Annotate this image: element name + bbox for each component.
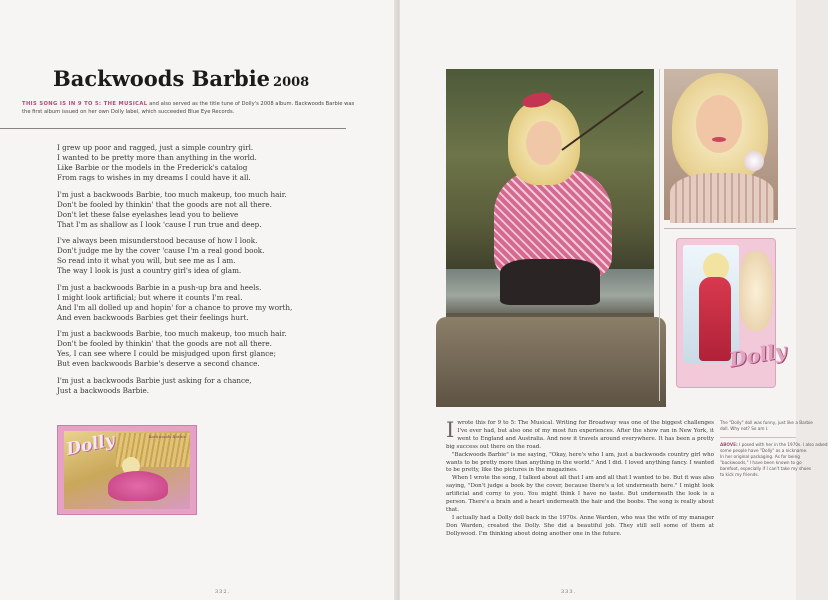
body-paragraph xyxy=(446,515,714,539)
body-paragraph xyxy=(446,452,714,476)
boat xyxy=(436,317,666,407)
page-number-right: 333. xyxy=(561,589,577,595)
body-paragraph xyxy=(446,420,714,452)
sidenote-text: In her original packaging. As for being xyxy=(720,454,800,459)
song-year: 2008 xyxy=(273,75,310,90)
sidenote-line xyxy=(720,472,796,478)
intro-caption xyxy=(22,100,362,116)
lyric-stanza xyxy=(57,376,347,396)
doll-box-window xyxy=(683,245,739,363)
portrait-lips xyxy=(712,137,726,142)
portrait-face xyxy=(696,95,742,153)
article-body xyxy=(446,420,714,539)
lyric-line: Just a backwoods Barbie. xyxy=(57,385,150,395)
right-page xyxy=(400,0,828,600)
lyric-line: Don't judge me by the cover 'cause I'm a real good book. xyxy=(57,246,265,255)
portrait-photo xyxy=(664,69,778,220)
album-dolly-logo: Dolly xyxy=(64,430,117,460)
drop-cap: I xyxy=(446,418,455,442)
sidenote-rule xyxy=(720,437,796,438)
lyric-line: From rags to wishes in my dreams I could have it all. xyxy=(57,173,251,182)
sidenote-text: "backwoods," I have been known to go xyxy=(720,460,802,465)
lyric-stanza xyxy=(57,143,347,183)
lyric-line: I'm just a backwoods Barbie in a push-up bra and heels. xyxy=(57,282,262,292)
lyric-line: Like Barbie or the models in the Frederick's catalog xyxy=(57,163,248,172)
doll-box-logo: Dolly xyxy=(727,338,789,372)
lyric-line: But even backwoods Barbie's deserve a second chance. xyxy=(57,359,260,368)
body-paragraph-text: "Backwoods Barbie" is me saying, "Okay, here's who I am, just a backwoods country girl who wants to be pretty more than anything in the world." And I did. I loved anything fancy. I wanted to be pretty, like the pictures in the magazines. xyxy=(446,451,714,474)
lyric-line: I'm just a backwoods Barbie, too much makeup, too much hair. xyxy=(57,329,287,338)
body-paragraph-text: When I wrote the song, I talked about all that I am and all that I wanted to be. But it was also saying, "Don't judge a book by the cover, because there's a lot underneath here." I might look artificial and corny to you. You might think I have no taste. But underneath the look is a person. There's a brain and a heart underneath the hair and the boobs. The song is really about that. xyxy=(446,475,714,513)
intro-lead: THIS SONG IS IN 9 TO 5: THE MUSICAL xyxy=(22,101,148,107)
title-rule xyxy=(0,128,346,129)
portrait-shirt xyxy=(670,173,774,223)
sidenote xyxy=(720,420,813,432)
lyric-line: That I'm as shallow as I look 'cause I run true and deep. xyxy=(57,219,262,229)
sidenote-text: some people have "Dolly" as a nickname. xyxy=(720,448,808,453)
body-paragraph-text: I actually had a Dolly doll back in the 1970s. Anne Warden, who was the wife of my manager Don Warden, created the Dolly. She did a beautiful job. They still sell some of them at Dollywood. I'm thinking about doing another one in the future. xyxy=(446,514,714,537)
lyric-line: I've always been misunderstood because of how I look. xyxy=(57,236,258,245)
sidenote-label: ABOVE: xyxy=(720,442,738,447)
sidenote-line xyxy=(720,426,796,432)
photo-divider-vertical xyxy=(659,69,660,401)
lyric-stanza xyxy=(57,190,347,230)
lyric-line: The way I look is just a country girl's idea of glam. xyxy=(57,266,242,275)
album-photo xyxy=(64,431,190,509)
doll-red-outfit xyxy=(699,277,731,361)
lyric-line: I might look artificial; but where it counts I'm real. xyxy=(57,292,243,302)
lyric-line: So read into it what you will, but see me as I am. xyxy=(57,256,236,265)
lyric-line: Yes, I can see where I could be misjudged upon first glance; xyxy=(57,349,276,358)
left-page xyxy=(0,0,396,600)
song-title-text: Backwoods Barbie xyxy=(53,66,271,91)
black-skirt xyxy=(500,259,600,305)
sidenote-text: barefoot, especially if I can't take my shoes xyxy=(720,466,812,471)
lyric-line: I grew up poor and ragged, just a simple country girl. xyxy=(57,143,254,152)
lyric-line: I wanted to be pretty more than anything in the world. xyxy=(57,153,257,162)
lyric-line: Don't let these false eyelashes lead you to believe xyxy=(57,209,239,219)
album-title-label: Backwoods Barbie xyxy=(148,434,186,439)
lyrics-block xyxy=(57,143,347,402)
lyric-line: I'm just a backwoods Barbie, too much makeup, too much hair. xyxy=(57,189,287,199)
lyric-line: And I'm all dolled up and hopin' for a chance to prove my worth, xyxy=(57,302,293,312)
lyric-line: And even backwoods Barbies get their feelings hurt. xyxy=(57,312,249,322)
sidenote xyxy=(720,442,828,478)
fishing-boat-photo xyxy=(446,69,654,401)
lyric-stanza xyxy=(57,236,347,276)
album-cover-image xyxy=(57,425,197,515)
portrait-flower xyxy=(744,151,764,171)
sidenote-text: to kick my friends. xyxy=(720,472,759,477)
intro-rest: and also served as the title tune of Dolly's 2008 album. Backwoods Barbie was the first album issued on her own Dolly label, which succeeded Blue Eye Records. xyxy=(22,101,355,115)
page-number-left: 332. xyxy=(215,589,231,595)
song-title xyxy=(53,66,309,91)
sidenote-text: The "Dolly" doll was funny, just like a Barbie xyxy=(720,420,813,425)
lyric-line: I'm just a backwoods Barbie just asking for a chance, xyxy=(57,375,252,385)
lyric-stanza xyxy=(57,329,347,369)
photo-divider-horizontal xyxy=(664,228,796,229)
doll-box-portrait xyxy=(739,251,773,331)
caption-column xyxy=(720,420,828,483)
dolly-doll-box-photo xyxy=(676,238,789,388)
album-figure-dress xyxy=(108,471,168,501)
sidenote-text: I posed with her in the 1970s. I also asked xyxy=(739,442,828,447)
body-paragraph-text: wrote this for 9 to 5: The Musical. Writing for Broadway was one of the biggest challenges I've ever had, but also one of my most fun experiences. After the show ran in New York, it went to England and Australia. And now it travels around everywhere. It has been a pretty big success out there on the road. xyxy=(446,420,714,450)
body-paragraph xyxy=(446,475,714,515)
lyric-line: Don't be fooled by thinkin' that the goods are not all there. xyxy=(57,339,272,348)
lyric-stanza xyxy=(57,283,347,323)
lyric-line: Don't be fooled by thinkin' that the goods are not all there. xyxy=(57,199,272,209)
sidenote-text: doll. Why not? So am I. xyxy=(720,426,769,431)
face xyxy=(526,121,562,165)
